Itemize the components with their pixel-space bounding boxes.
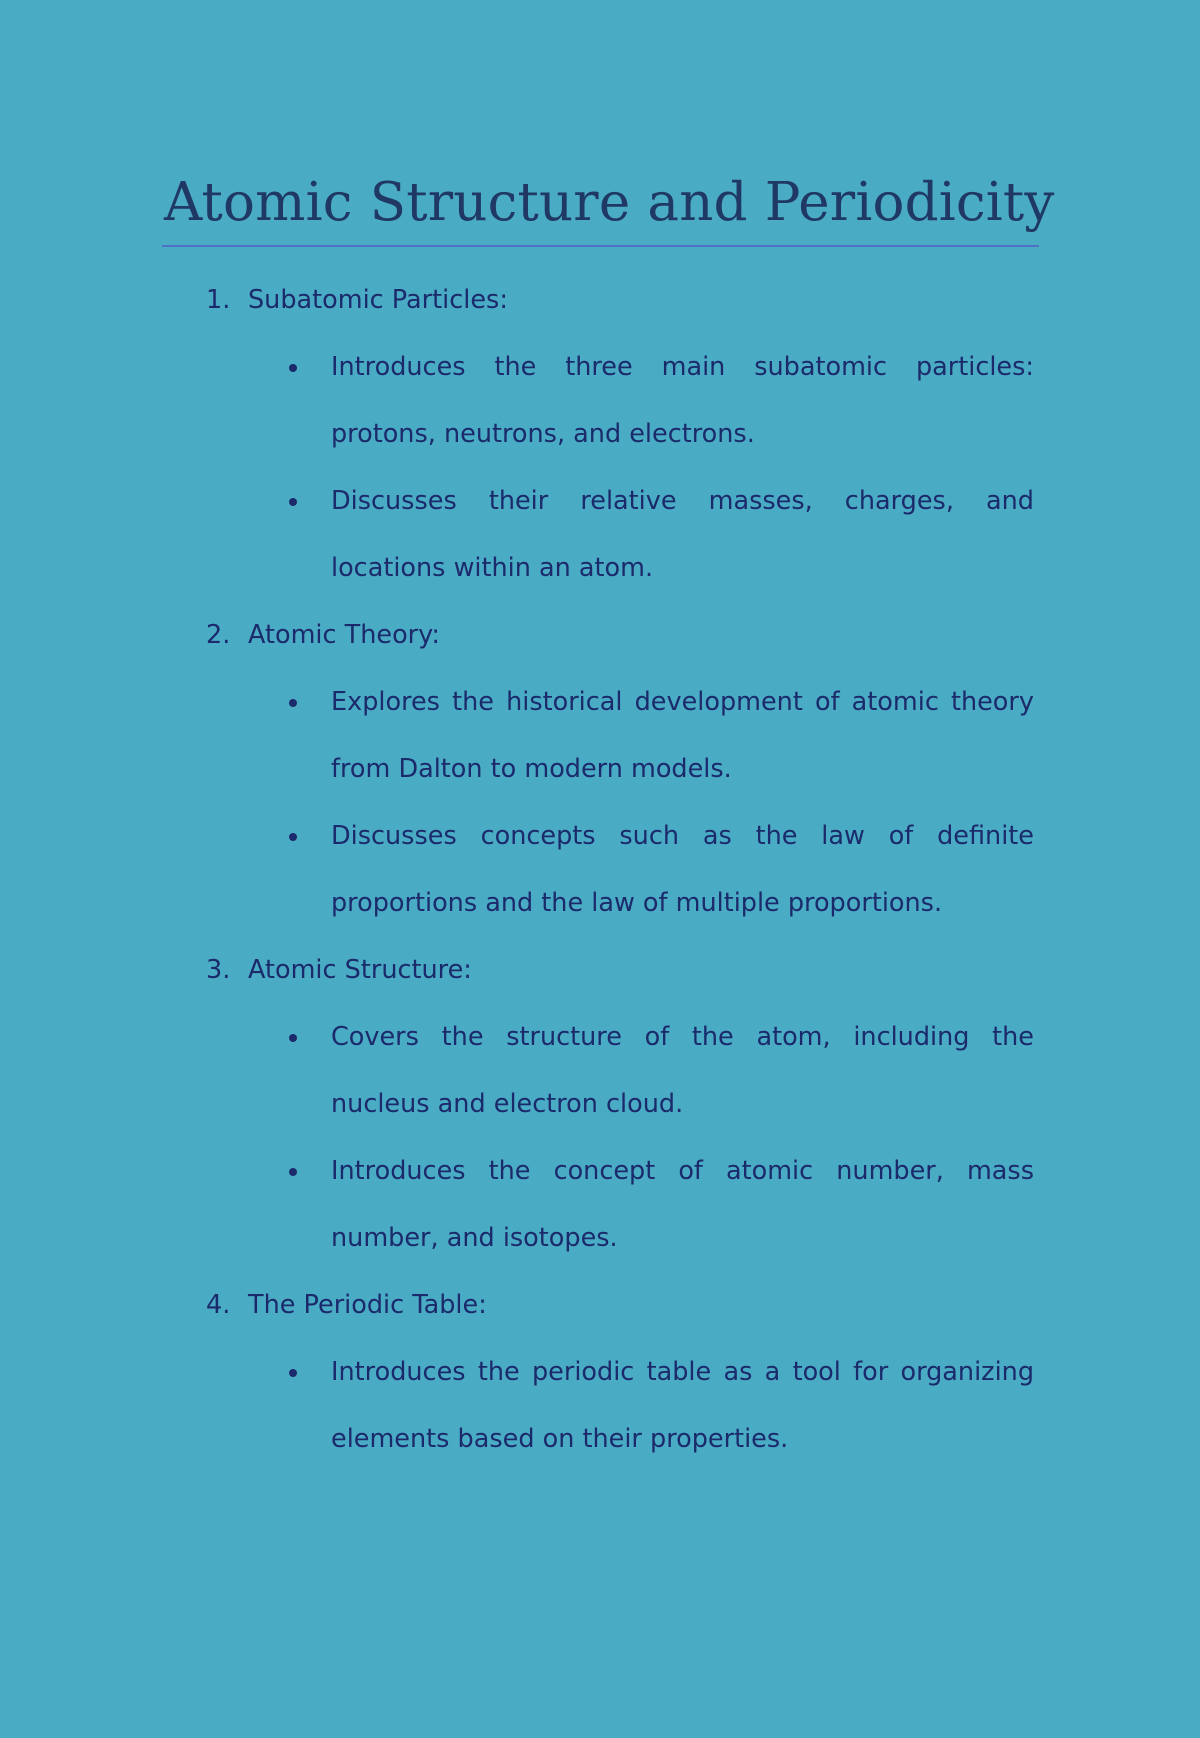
bullet-icon xyxy=(289,833,297,841)
bullet-icon xyxy=(289,1168,297,1176)
outline-section xyxy=(0,602,1200,937)
title-underline xyxy=(162,245,1039,247)
bullet-item xyxy=(0,1004,1200,1138)
bullet-text: Introduces the concept of atomic number, mass number, and isotopes. xyxy=(331,1156,1034,1253)
bullet-item xyxy=(0,334,1200,468)
section-title: Atomic Theory: xyxy=(248,620,440,650)
bullet-list xyxy=(0,1339,1200,1473)
section-title: Subatomic Particles: xyxy=(248,285,508,315)
bullet-list xyxy=(0,669,1200,937)
section-heading xyxy=(0,267,1200,334)
bullet-text: Introduces the periodic table as a tool for organizing elements based on their properties. xyxy=(331,1357,1034,1454)
section-heading xyxy=(0,1272,1200,1339)
section-number: 2. xyxy=(206,620,231,650)
bullet-item xyxy=(0,669,1200,803)
section-title: The Periodic Table: xyxy=(248,1290,487,1320)
bullet-icon xyxy=(289,699,297,707)
bullet-item xyxy=(0,1138,1200,1272)
section-number: 3. xyxy=(206,955,231,985)
bullet-icon xyxy=(289,1034,297,1042)
outline-section xyxy=(0,1272,1200,1473)
bullet-item xyxy=(0,468,1200,602)
bullet-list xyxy=(0,1004,1200,1272)
bullet-text: Discusses concepts such as the law of definite proportions and the law of multiple proportions. xyxy=(331,821,1034,918)
page-title: Atomic Structure and Periodicity xyxy=(164,172,1055,233)
bullet-item xyxy=(0,1339,1200,1473)
bullet-icon xyxy=(289,364,297,372)
bullet-text: Introduces the three main subatomic particles: protons, neutrons, and electrons. xyxy=(331,352,1034,449)
bullet-icon xyxy=(289,498,297,506)
bullet-text: Discusses their relative masses, charges, and locations within an atom. xyxy=(331,486,1034,583)
bullet-item xyxy=(0,803,1200,937)
section-title: Atomic Structure: xyxy=(248,955,472,985)
outline-section xyxy=(0,937,1200,1272)
bullet-icon xyxy=(289,1369,297,1377)
bullet-text: Covers the structure of the atom, including the nucleus and electron cloud. xyxy=(331,1022,1034,1119)
topic-outline xyxy=(0,267,1200,1473)
bullet-text: Explores the historical development of atomic theory from Dalton to modern models. xyxy=(331,687,1034,784)
section-heading xyxy=(0,602,1200,669)
outline-section xyxy=(0,267,1200,602)
section-number: 4. xyxy=(206,1290,231,1320)
bullet-list xyxy=(0,334,1200,602)
section-number: 1. xyxy=(206,285,231,315)
section-heading xyxy=(0,937,1200,1004)
